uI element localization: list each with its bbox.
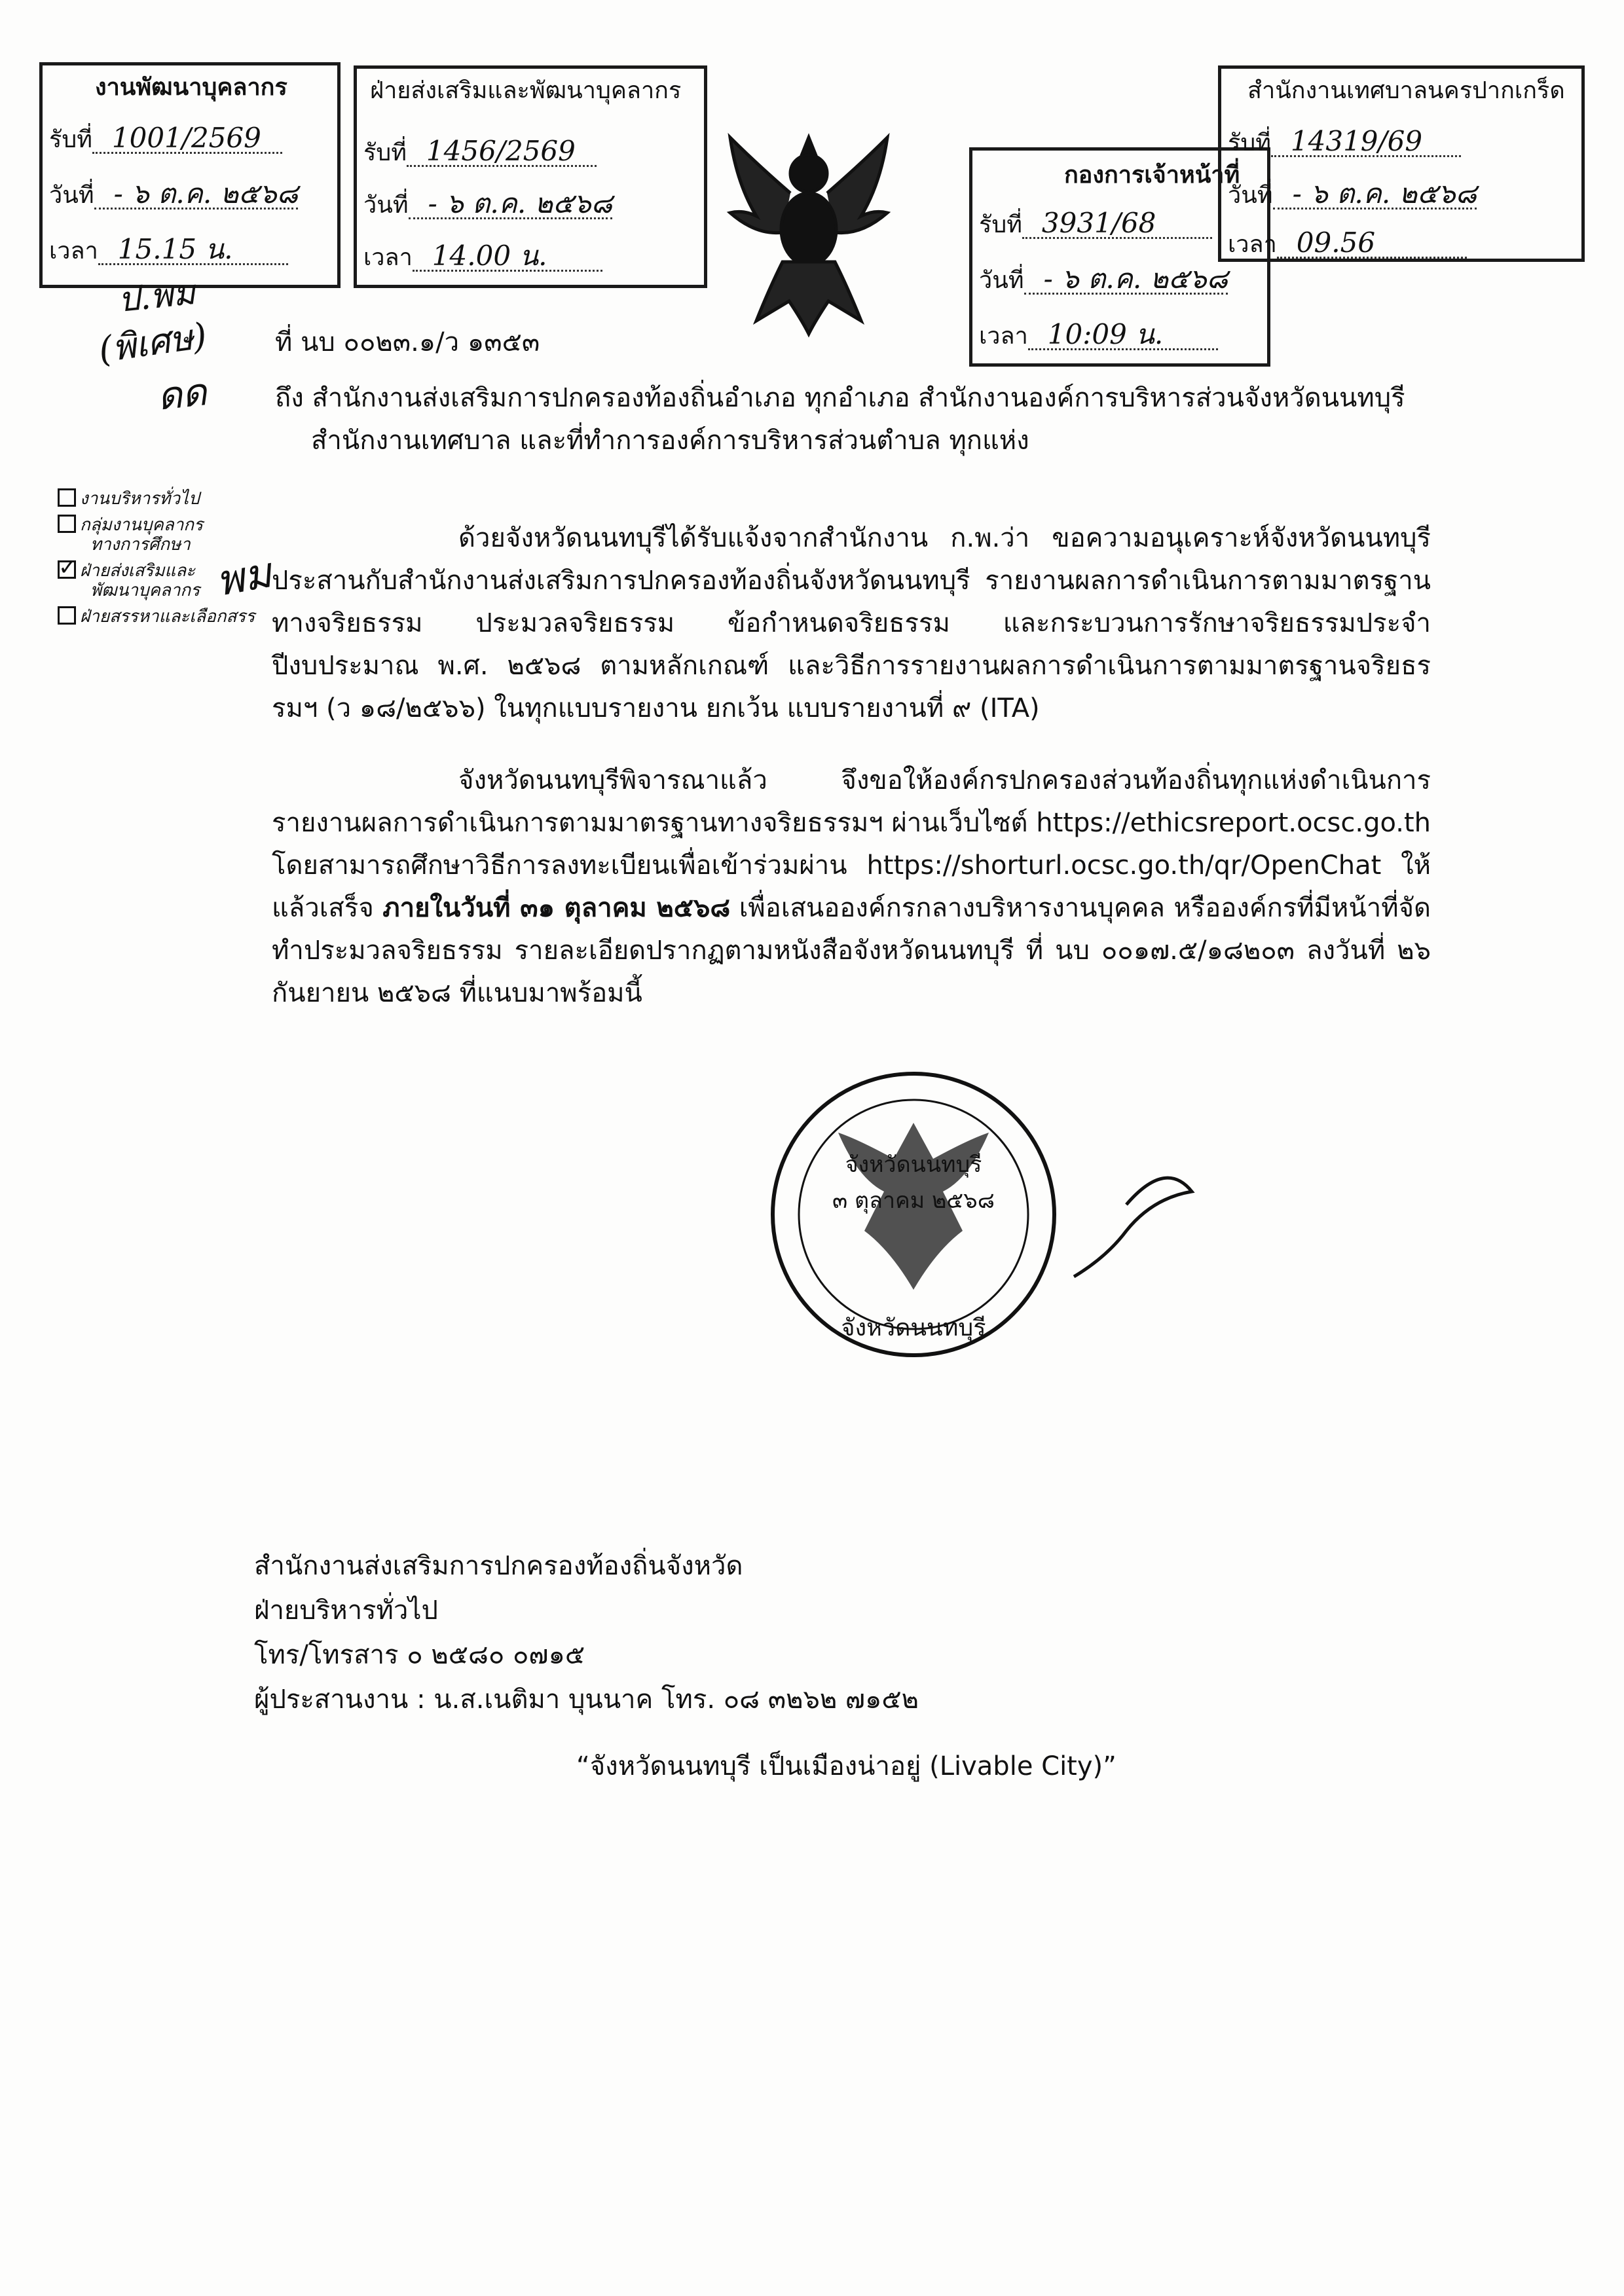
deadline-text: ภายในวันที่ ๓๑ ตุลาคม ๒๕๖๘ (382, 893, 731, 923)
addressee-line-2: สำนักงานเทศบาล และที่ทำการองค์การบริหารส่วนตำบล ทุกแห่ง (311, 426, 1029, 456)
contact-block (254, 1544, 919, 1722)
checklist-item: ทางการศึกษา (90, 535, 191, 555)
province-motto: “จังหวัดนนทบุรี เป็นเมืองน่าอยู่ (Livable City)” (576, 1751, 1116, 1781)
stamp-title: กองการเจ้าหน้าที่ (1064, 162, 1240, 189)
seal-ring-text: จังหวัดนนทบุรี (841, 1315, 986, 1341)
garuda-emblem (717, 124, 900, 340)
office-name: สำนักงานส่งเสริมการปกครองท้องถิ่นจังหวัด (254, 1551, 743, 1581)
section-name: ฝ่ายบริหารทั่วไป (254, 1595, 438, 1626)
body-paragraph-2: จังหวัดนนทบุรีพิจารณาแล้ว จึงขอให้องค์กรปกครองส่วนท้องถิ่นทุกแห่งดำเนินการรายงานผลการดำเนินการตามมาตรฐานทางจริยธรรมฯ ผ่านเว็บไซต์ https://ethicsreport.ocsc.go.th โดยสามารถศึกษาวิธีการลงทะเบียนเพื่อเข้าร่วมผ่าน https://shorturl.ocsc.go.th/qr/OpenChat ให้แล้วเสร็จ ภายในวันที่ ๓๑ ตุลาคม ๒๕๖๘ เพื่อเสนอองค์กรกลางบริหารงานบุคคล หรือองค์กรที่มีหน้าที่จัดทำประมวลจริยธรรม รายละเอียดปรากฏตามหนังสือจังหวัดนนทบุรี ที่ นบ ๐๐๑๗.๕/๑๘๒๐๓ ลงวันที่ ๒๖ กันยายน ๒๕๖๘ ที่แนบมาพร้อมนี้ (272, 765, 1431, 1008)
provincial-seal (760, 1061, 1218, 1375)
checklist-item[interactable]: งานบริหารทั่วไป (58, 486, 255, 512)
handwritten-note-line1: ป.พม (116, 272, 198, 320)
checklist-item[interactable]: ✓ฝ่ายส่งเสริมและ (58, 558, 255, 584)
stamp-title: งานพัฒนาบุคลากร (95, 74, 287, 101)
coordinator: ผู้ประสานงาน : น.ส.เนติมา บุนนาค โทร. ๐๘ ๓๒๖๒ ๗๑๕๒ (254, 1685, 919, 1715)
body-paragraph-1: ด้วยจังหวัดนนทบุรีได้รับแจ้งจากสำนักงาน ก.พ.ว่า ขอความอนุเคราะห์จังหวัดนนทบุรี ประสานกับสำนักงานส่งเสริมการปกครองท้องถิ่นจังหวัดนนทบุรี รายงานผลการดำเนินการตามมาตรฐานทางจริยธรรม ประมวลจริยธรรม ข้อกำหนดจริยธรรม และกระบวนการรักษาจริยธรรมประจำปีงบประมาณ พ.ศ. ๒๕๖๘ ตามหลักเกณฑ์ และวิธีการรายงานผลการดำเนินการตามมาตรฐานจริยธรรมฯ (ว ๑๘/๒๕๖๖) ในทุกแบบรายงาน ยกเว้น แบบรายงานที่ ๙ (ITA) (272, 523, 1431, 723)
stamp-title: สำนักงานเทศบาลนครปากเกร็ด (1247, 77, 1565, 104)
document-reference: ที่ นบ ๐๐๒๓.๑/ว ๑๓๕๓ (275, 327, 540, 357)
checklist-item: พัฒนาบุคลากร (90, 581, 200, 600)
checklist-handwritten-mark: พม (212, 549, 276, 606)
checkbox-checked[interactable] (58, 560, 76, 579)
receipt-stamp-hr-promotion: ฝ่ายส่งเสริมและพัฒนาบุคลากร รับที่ 1456/2569 วันที่ - ๖ ต.ค. ๒๕๖๘ เวลา 14.00 น. (354, 65, 707, 288)
checkbox[interactable] (58, 606, 76, 625)
handwritten-note-line3: ดด (155, 369, 209, 419)
checkbox[interactable] (58, 515, 76, 533)
addressee-line-1: ถึง สำนักงานส่งเสริมการปกครองท้องถิ่นอำเภอ ทุกอำเภอ สำนักงานองค์การบริหารส่วนจังหวัดนนทบุรี (275, 383, 1405, 413)
receipt-stamp-municipality: สำนักงานเทศบาลนครปากเกร็ด รับที่ 14319/69 วันที่ - ๖ ต.ค. ๒๕๖๘ เวลา 09.56 (1218, 65, 1585, 262)
handwritten-note-line2: (พิเศษ) (96, 314, 210, 371)
checklist-item[interactable]: ฝ่ายสรรหาและเลือกสรร (58, 604, 255, 630)
receipt-stamp-staff-division: กองการเจ้าหน้าที่ รับที่ 3931/68 วันที่ - ๖ ต.ค. ๒๕๖๘ เวลา 10:09 น. (969, 147, 1270, 367)
receipt-stamp-hr-work: งานพัฒนาบุคลากร รับที่ 1001/2569 วันที่ - ๖ ต.ค. ๒๕๖๘ เวลา 15.15 น. (39, 62, 341, 288)
seal-top-text: จังหวัดนนทบุรี (845, 1152, 982, 1178)
phone-fax: โทร/โทรสาร ๐ ๒๕๘๐ ๐๗๑๕ (254, 1640, 585, 1670)
seal-date-text: ๓ ตุลาคม ๒๕๖๘ (832, 1188, 995, 1214)
checklist-item[interactable]: กลุ่มงานบุคลากร (58, 512, 255, 538)
stamp-title: ฝ่ายส่งเสริมและพัฒนาบุคลากร (370, 77, 682, 104)
checkbox[interactable] (58, 488, 76, 507)
